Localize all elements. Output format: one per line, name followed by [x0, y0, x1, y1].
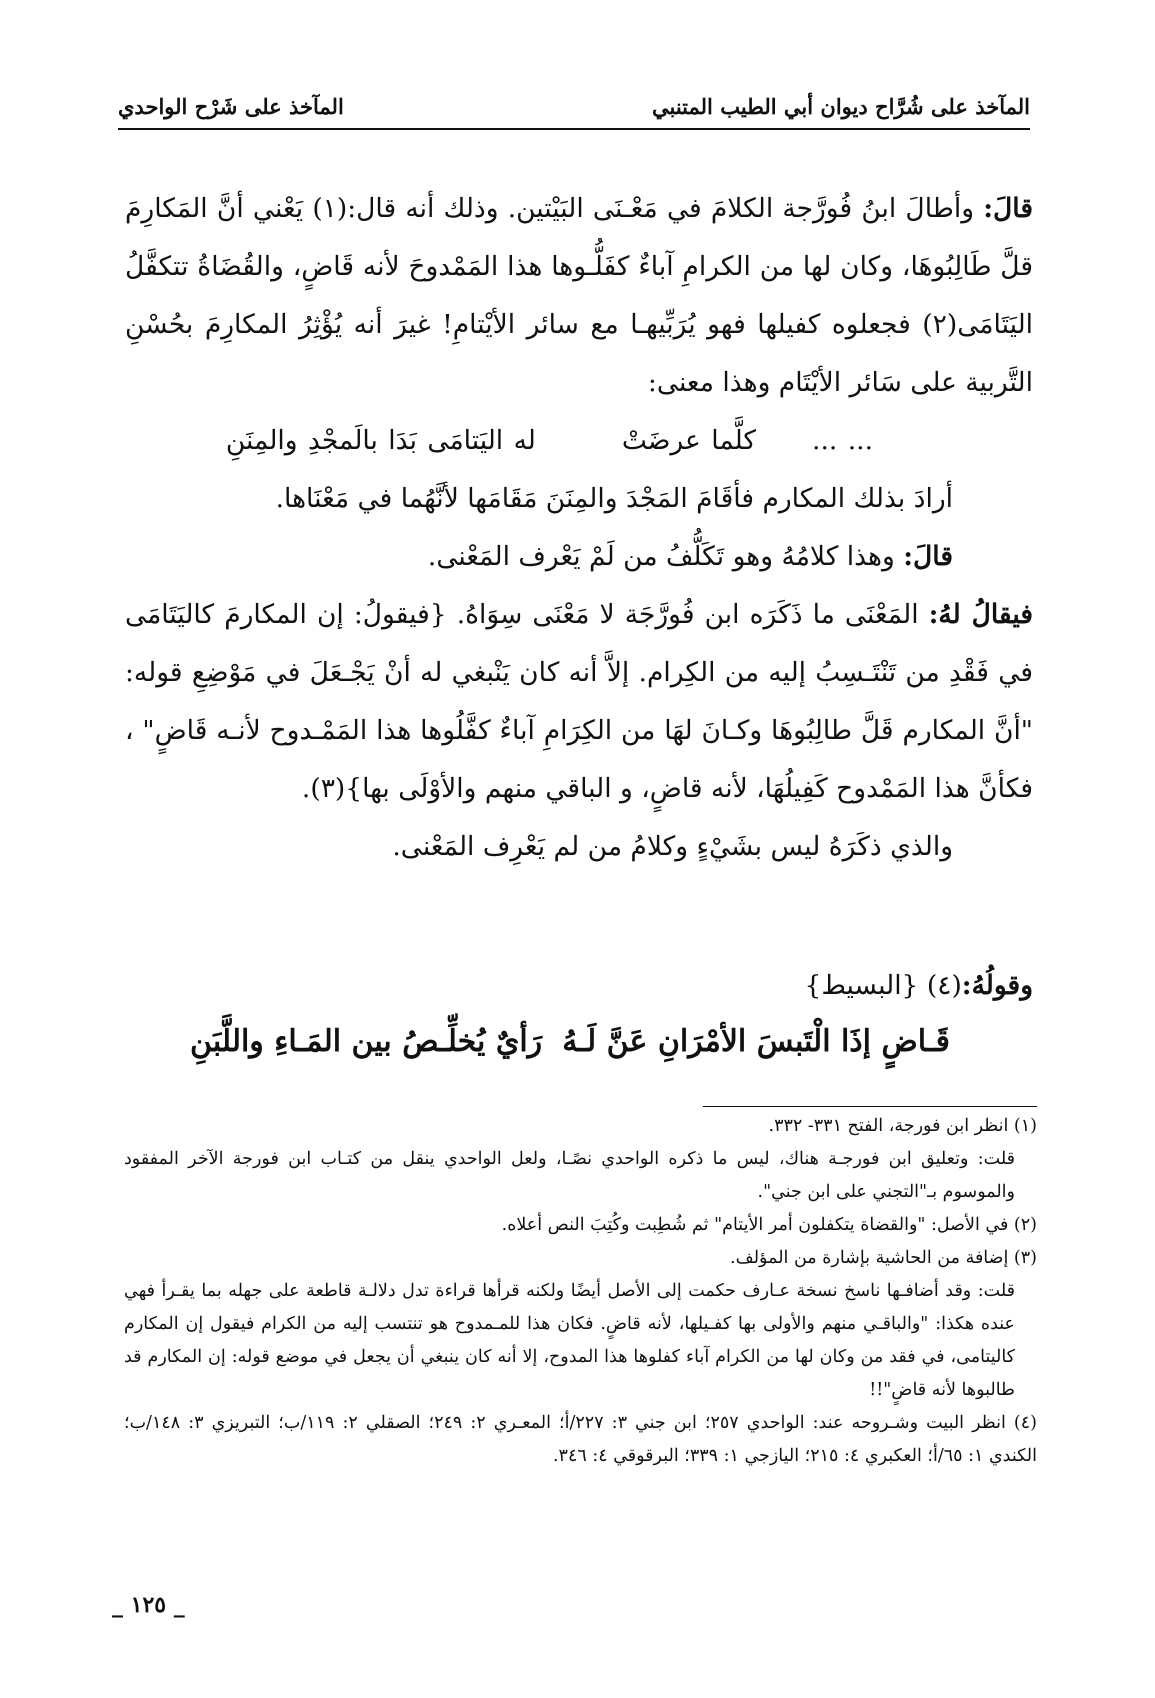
meter-name: {البسيط} — [804, 970, 919, 1001]
qal-label: قالَ: — [983, 193, 1033, 224]
verse-introduction — [804, 970, 1033, 1001]
footnote-1-comment: قلت: وتعليق ابن فورجـة هناك، ليس ما ذكره الواحدي نصًـا، ولعل الواحدي ينقل من كتـاب ابن فورجة الآخر المفقود والموسوم بـ"التجني على ابن جني". — [124, 1149, 1015, 1202]
verse-ellipsis: ... ... — [812, 425, 873, 456]
qal-label: قالَ: — [903, 541, 953, 572]
verse-part-1: كلَّما عرضَتْ — [621, 425, 757, 456]
second-hemistich: رَأيٌ يُخلِّـصُ بين المَـاءِ واللَّبَنِ — [190, 1024, 543, 1059]
paragraph-4-text: المَعْنَى ما ذَكَرَه ابن فُورَّجَة لا مَعْنَى سِوَاهُ. {فيقولُ: إن المكارمَ كاليَتَامَى في فَقْدِ من تَنْتَـسِبُ إليه من الكِرام. إلاَّ أنه كان يَنْبغي له أنْ يَجْـعَلَ في مَوْضِعِ قوله: "أنَّ المكارم قَلَّ طالِبُوهَا وكـانَ لهَا من الكِرَامِ آباءٌ كفَّلُوها هذا المَمْـدوح لأنـه قَاضٍ" ، فكأنَّ هذا المَمْدوح كَفِيلُهَا، لأنه قاضٍ، و الباقي منهم والأوْلَى بها}(٣). — [125, 599, 1033, 804]
footnote-4: (٤) انظر البيت وشـروحه عند: الواحدي ٢٥٧؛ ابن جني ٣: ٢٢٧/أ؛ المعـري ٢: ٢٤٩؛ الصقلي ٢: ١١٩/ب؛ التبريزي ٣: ١٤٨/ب؛ الكندي ١: ٦٥/أ؛ العكبري ٤: ٢١٥؛ اليازجي ١: ٣٣٩؛ البرقوقي ٤: ٣٤٦. — [124, 1413, 1037, 1466]
verse-part-2: له اليَتامَى بَدَا بالَمجْدِ والمِنَنِ — [225, 425, 536, 456]
yuqal-label: فيقالُ لهُ: — [928, 599, 1033, 630]
paragraph-1-text: وأطالَ ابنُ فُورَّجة الكلامَ في مَعْـنَى البَيْتين. وذلك أنه قال:(١) يَعْني أنَّ المَكارِمَ قلَّ طَالِبُوهَا، وكان لها من الكرامِ آباءٌ كفَلُّـوها هذا المَمْدوحَ لأنه قَاضٍ، والقُضَاةُ تتكفَّلُ اليَتَامَى(٢) فجعلوه كفيلها فهو يُرَبِّيهـا مع سائر الأيْتامِ! غيرَ أنه يُؤْثِرُ المكارِمَ بحُسْنِ التَّربية على سَائر الأيْتَام وهذا معنى: — [125, 193, 1033, 398]
paragraph-2: أرادَ بذلك المكارم فأقَامَ المَجْدَ والمِنَنَ مَقَامَها لأنَّهُما في مَعْنَاها. — [275, 483, 953, 514]
footnote-3: (٣) إضافة من الحاشية بإشارة من المؤلف. — [730, 1248, 1037, 1268]
footnote-divider — [703, 1106, 1037, 1107]
paragraph-3-text: وهذا كلامُهُ وهو تَكَلُّفُ من لَمْ يَعْرف المَعْنى. — [427, 541, 904, 572]
running-header — [118, 88, 1030, 130]
first-hemistich: قَـاضٍ إذَا الْتَبسَ الأمْرَانِ عَنَّ لَـهُ — [562, 1024, 950, 1059]
paragraph-1 — [125, 180, 1033, 412]
main-text — [125, 180, 1033, 876]
footnote-1: (١) انظر ابن فورجة، الفتح ٣٣١- ٣٣٢. — [768, 1116, 1037, 1136]
header-book-title: المآخذ على شُرَّاح ديوان أبي الطيب المتنبي — [652, 94, 1030, 119]
footnote-2: (٢) في الأصل: "والقضاة يتكفلون أمر الأيتام" ثم شُطِبت وكُتِبَ النص أعلاه. — [501, 1215, 1037, 1235]
paragraph-4 — [125, 586, 1033, 818]
paragraph-3 — [125, 528, 1033, 586]
poem-verse — [190, 1024, 950, 1080]
footnote-marker: (٤) — [926, 970, 962, 1001]
paragraph-5: والذي ذكَرَهُ ليس بشَيْءٍ وكلامُ من لم يَعْرِف المَعْنى. — [392, 831, 953, 862]
footnote-3-comment: قلت: وقد أضافـها ناسخ نسخة عـارف حكمت إلى الأصل أيضًا ولكنه قرأها قراءة تدل دلالـة قاطعة على جهله بما يقـرأ فهي عنده هكذا: "والباقـي منهم والأولى بها كفـيلها، لأنه قاضٍ. فكان هذا للمـمدوح هو تنتسب إليه من الكرام فيقول إن المكارم كاليتامى، في فقد من وكان لها من الكرام آباء كفلوها هذا المدوح، إلا أنه كان ينبغي أن يجعل في موضع قوله: إن المكارم قد طالبوها لأنه قاضٍ"!! — [124, 1281, 1015, 1400]
footnotes — [124, 1110, 1037, 1473]
page-number: _ ١٢٥ _ — [112, 1592, 185, 1618]
qawluhu-label: وقولُهُ: — [961, 970, 1033, 1001]
quoted-verse — [125, 412, 1033, 470]
header-section-title: المآخذ على شَرْح الواحدي — [118, 94, 344, 119]
